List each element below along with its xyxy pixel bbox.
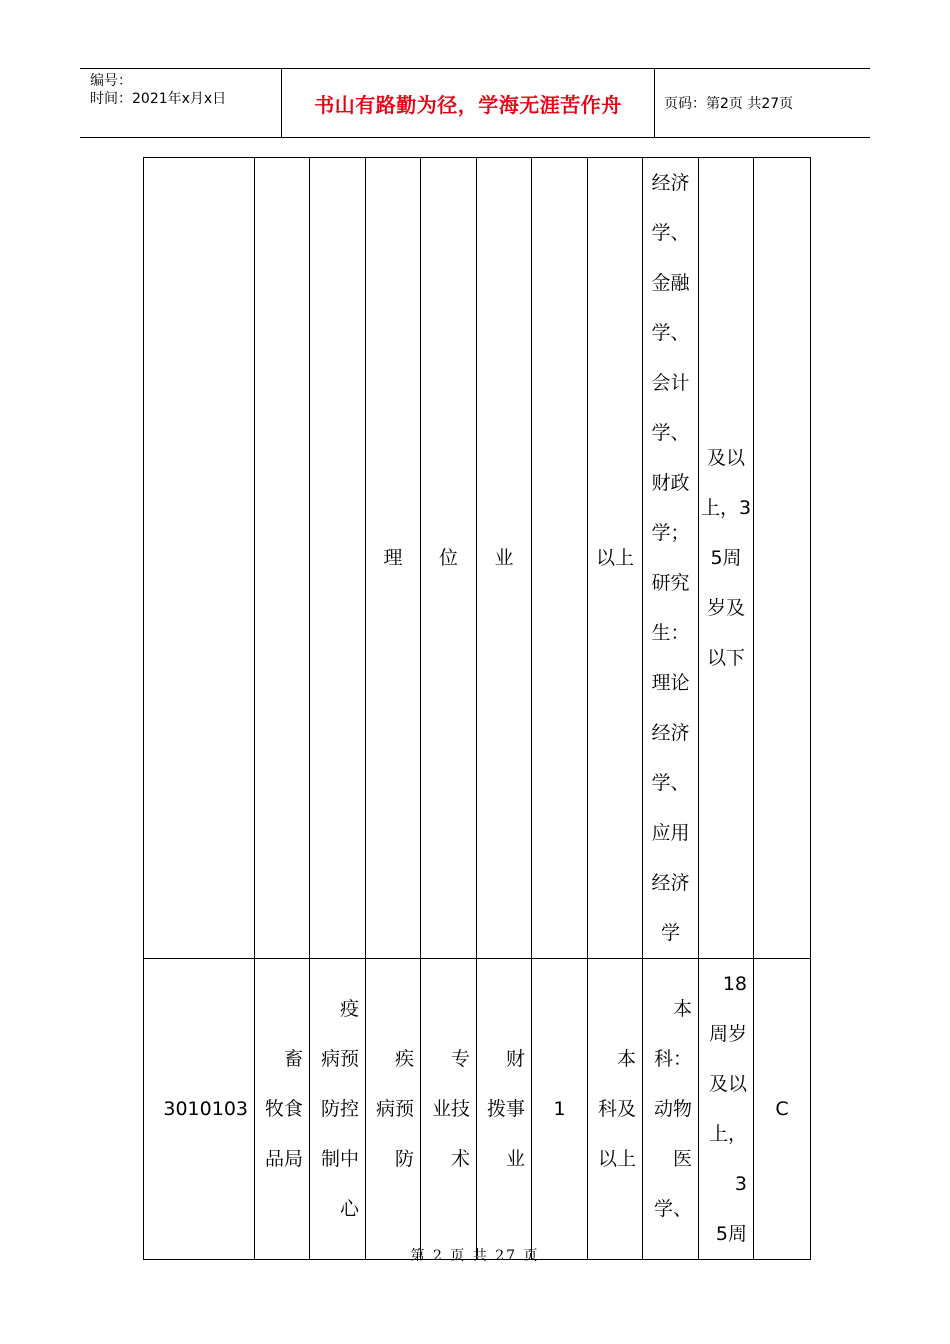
cell-category	[754, 158, 811, 959]
cell-unit-nature: 财 拨事 业	[477, 959, 532, 1260]
motto-text: 书山有路勤为径，学海无涯苦作舟	[314, 92, 622, 117]
serial-label: 编号：	[90, 73, 132, 89]
job-table	[143, 157, 811, 1260]
page-header	[80, 68, 870, 138]
cell-unit-nature: 业	[477, 158, 532, 959]
header-motto-cell	[281, 69, 655, 137]
cell-category: C	[754, 959, 811, 1260]
cell-major: 本 科： 动物 医 学、	[643, 959, 699, 1260]
cell-position-name: 疾 病预 防	[366, 959, 421, 1260]
cell-department	[255, 158, 310, 959]
table-row	[144, 959, 811, 1260]
page-info: 页码：第2页 共27页	[664, 96, 794, 112]
cell-major: 经济 学、 金融 学、 会计 学、 财政 学； 研究 生： 理论 经济 学、 应用 经济 学	[643, 158, 699, 959]
cell-department: 畜 牧食 品局	[255, 959, 310, 1260]
cell-position-name: 理	[366, 158, 421, 959]
cell-age: 及以 上，3 5周 岁及 以下	[699, 158, 754, 959]
cell-position-type: 专 业技 术	[421, 959, 477, 1260]
page-footer: 第 2 页 共 27 页	[410, 1248, 540, 1264]
cell-age: 18 周岁 及以 上，3 5周	[699, 959, 754, 1260]
time-label: 时间：2021年x月x日	[90, 91, 227, 107]
cell-quota	[532, 158, 588, 959]
cell-position-code	[144, 158, 255, 959]
header-page-cell	[654, 69, 870, 137]
header-meta	[80, 69, 281, 137]
cell-education: 以上	[588, 158, 643, 959]
cell-unit: 疫 病预 防控 制中 心	[310, 959, 366, 1260]
cell-position-code: 3010103	[144, 959, 255, 1260]
table-row	[144, 158, 811, 959]
cell-education: 本 科及 以上	[588, 959, 643, 1260]
cell-quota: 1	[532, 959, 588, 1260]
cell-unit	[310, 158, 366, 959]
cell-position-type: 位	[421, 158, 477, 959]
